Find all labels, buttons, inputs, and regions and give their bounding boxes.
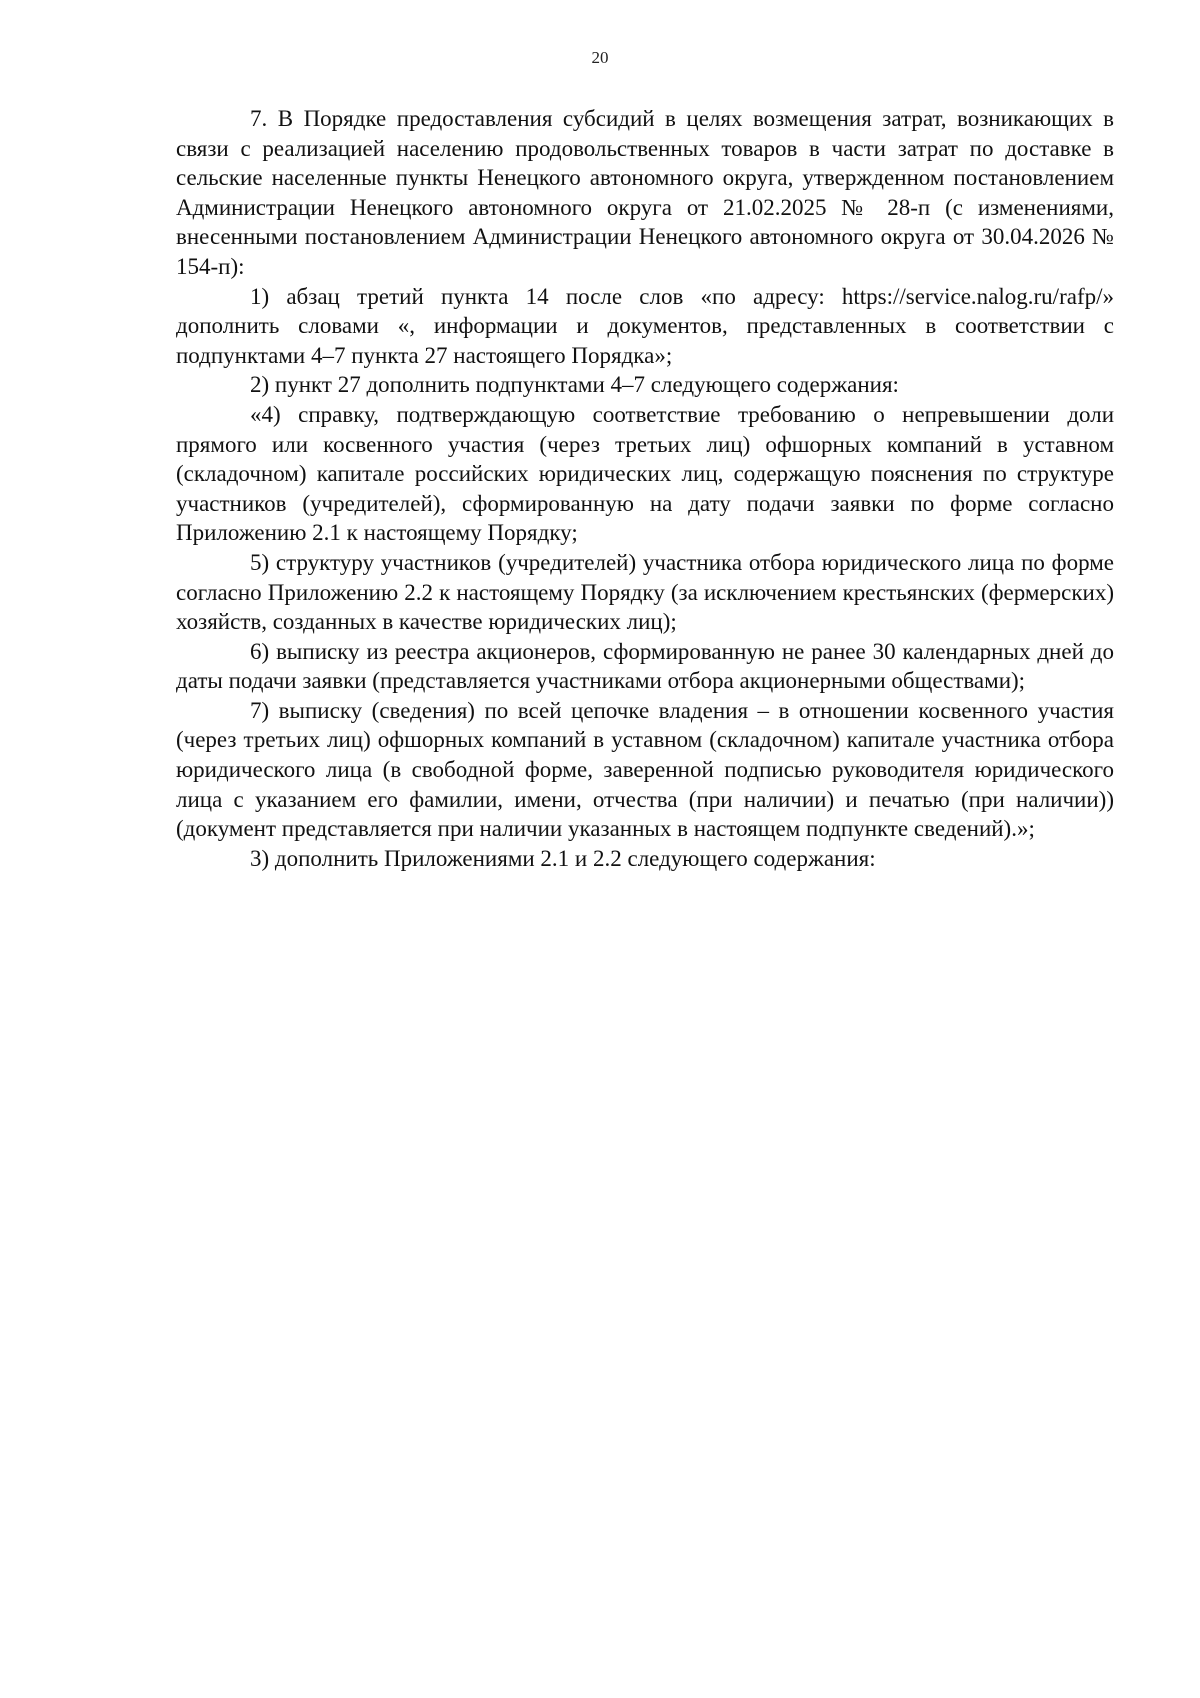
paragraph-subpoint-6: 6) выписку из реестра акционеров, сформированную не ранее 30 календарных дней до даты подачи заявки (представляется участниками отбора акционерными обществами); [176, 638, 1114, 694]
paragraph-item-7: 7. В Порядке предоставления субсидий в целях возмещения затрат, возникающих в связи с реализацией населению продовольственных товаров в части затрат по доставке в сельские населенные пункты Ненецкого автономного округа, утвержденном постановлением Администрации Ненецкого автономного округа от 21.02.2025 № 28-п (с изменениями, внесенными постановлением Администрации Ненецкого автономного округа от 30.04.2026 № 154-п): [176, 106, 1114, 279]
paragraph-subpoint-7: 7) выписку (сведения) по всей цепочке владения – в отношении косвенного участия (через третьих лиц) офшорных компаний в уставном (складочном) капитале участника отбора юридического лица (в свободной форме, заверенной подписью руководителя юридического лица с указанием его фамилии, имени, отчества (при наличии) и печатью (при наличии)) (документ представляется при наличии указанных в настоящем подпункте сведений).»; [176, 697, 1114, 842]
paragraph-subitem-1: 1) абзац третий пункта 14 после слов «по адресу: https://service.nalog.ru/rafp/» дополнить словами «, информации и документов, представленных в соответствии с подпунктами 4–7 пункта 27 настоящего Порядка»; [176, 283, 1114, 368]
paragraph-subitem-2: 2) пункт 27 дополнить подпунктами 4–7 следующего содержания: [250, 372, 899, 398]
paragraph-subitem-3: 3) дополнить Приложениями 2.1 и 2.2 следующего содержания: [250, 845, 876, 871]
paragraph-subpoint-5: 5) структуру участников (учредителей) участника отбора юридического лица по форме согласно Приложению 2.2 к настоящему Порядку (за исключением крестьянских (фермерских) хозяйств, созданных в качестве юридических лиц); [176, 549, 1114, 635]
paragraph-subpoint-4: «4) справку, подтверждающую соответствие требованию о непревышении доли прямого или косвенного участия (через третьих лиц) офшорных компаний в уставном (складочном) капитале российских юридических лиц, содержащую пояснения по структуре участников (учредителей), сформированную на дату подачи заявки по форме согласно Приложению 2.1 к настоящему Порядку; [176, 401, 1114, 546]
document-body [176, 104, 1114, 873]
page-number: 20 [591, 48, 609, 67]
